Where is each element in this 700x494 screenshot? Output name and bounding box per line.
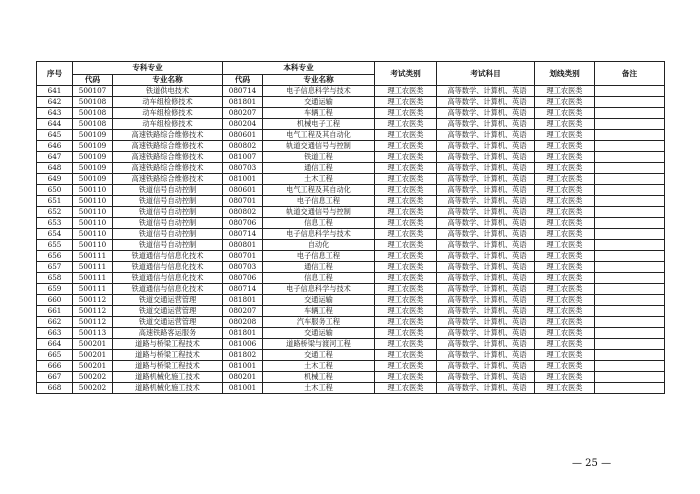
cell-line-category: 理工农医类 [535, 196, 595, 207]
table-row [37, 372, 665, 383]
cell-bk-code: 080703 [223, 262, 263, 273]
cell-exam-subjects: 高等数学、计算机、英语 [437, 383, 535, 394]
cell-remark [595, 295, 665, 306]
cell-bk-code: 080204 [223, 119, 263, 130]
cell-line-category: 理工农医类 [535, 218, 595, 229]
cell-zk-name: 铁道通信与信息化技术 [113, 251, 223, 262]
cell-bk-code: 080802 [223, 207, 263, 218]
table-row [37, 306, 665, 317]
cell-exam-category: 理工农医类 [375, 306, 437, 317]
cell-bk-code: 080801 [223, 240, 263, 251]
header-line-category: 划线类别 [535, 62, 595, 86]
cell-remark [595, 273, 665, 284]
cell-seq: 661 [37, 306, 73, 317]
cell-zk-code: 500109 [73, 130, 113, 141]
cell-exam-subjects: 高等数学、计算机、英语 [437, 174, 535, 185]
cell-exam-subjects: 高等数学、计算机、英语 [437, 141, 535, 152]
table-row [37, 141, 665, 152]
cell-bk-name: 电子信息工程 [263, 251, 375, 262]
table-row [37, 328, 665, 339]
table-row [37, 240, 665, 251]
cell-bk-name: 电子信息工程 [263, 196, 375, 207]
cell-line-category: 理工农医类 [535, 328, 595, 339]
cell-bk-code: 080207 [223, 306, 263, 317]
cell-seq: 655 [37, 240, 73, 251]
cell-line-category: 理工农医类 [535, 207, 595, 218]
cell-seq: 665 [37, 350, 73, 361]
cell-line-category: 理工农医类 [535, 108, 595, 119]
cell-bk-name: 汽车服务工程 [263, 317, 375, 328]
cell-remark [595, 284, 665, 295]
cell-seq: 663 [37, 328, 73, 339]
cell-remark [595, 185, 665, 196]
cell-bk-name: 电子信息科学与技术 [263, 86, 375, 97]
cell-zk-code: 500202 [73, 372, 113, 383]
cell-bk-name: 机械电子工程 [263, 119, 375, 130]
cell-remark [595, 306, 665, 317]
cell-zk-name: 高速铁路综合维修技术 [113, 163, 223, 174]
table-row [37, 218, 665, 229]
cell-exam-category: 理工农医类 [375, 251, 437, 262]
cell-remark [595, 251, 665, 262]
cell-zk-code: 500108 [73, 97, 113, 108]
cell-bk-code: 080601 [223, 130, 263, 141]
table-row [37, 130, 665, 141]
cell-bk-code: 080208 [223, 317, 263, 328]
cell-bk-code: 081801 [223, 97, 263, 108]
cell-zk-code: 500201 [73, 361, 113, 372]
cell-exam-subjects: 高等数学、计算机、英语 [437, 130, 535, 141]
cell-seq: 650 [37, 185, 73, 196]
cell-bk-name: 机械工程 [263, 372, 375, 383]
cell-seq: 651 [37, 196, 73, 207]
table-row [37, 119, 665, 130]
cell-bk-code: 080706 [223, 218, 263, 229]
cell-line-category: 理工农医类 [535, 86, 595, 97]
cell-zk-name: 铁道通信与信息化技术 [113, 284, 223, 295]
cell-exam-category: 理工农医类 [375, 317, 437, 328]
cell-zk-name: 铁道信号自动控制 [113, 229, 223, 240]
cell-bk-name: 交通工程 [263, 350, 375, 361]
cell-bk-name: 交通运输 [263, 295, 375, 306]
header-seq: 序号 [37, 62, 73, 86]
table-row [37, 317, 665, 328]
table-row [37, 251, 665, 262]
cell-bk-name: 信息工程 [263, 218, 375, 229]
table-row [37, 196, 665, 207]
cell-line-category: 理工农医类 [535, 229, 595, 240]
cell-bk-name: 车辆工程 [263, 306, 375, 317]
table-row [37, 262, 665, 273]
cell-exam-category: 理工农医类 [375, 141, 437, 152]
cell-bk-code: 080207 [223, 108, 263, 119]
cell-exam-subjects: 高等数学、计算机、英语 [437, 185, 535, 196]
cell-line-category: 理工农医类 [535, 284, 595, 295]
cell-line-category: 理工农医类 [535, 262, 595, 273]
cell-exam-subjects: 高等数学、计算机、英语 [437, 163, 535, 174]
cell-zk-code: 500110 [73, 218, 113, 229]
cell-line-category: 理工农医类 [535, 295, 595, 306]
table-row [37, 284, 665, 295]
cell-seq: 664 [37, 339, 73, 350]
cell-zk-name: 铁道信号自动控制 [113, 196, 223, 207]
table-row [37, 339, 665, 350]
cell-zk-code: 500112 [73, 317, 113, 328]
cell-seq: 658 [37, 273, 73, 284]
cell-exam-category: 理工农医类 [375, 284, 437, 295]
cell-remark [595, 207, 665, 218]
cell-bk-name: 电气工程及其自动化 [263, 130, 375, 141]
cell-zk-code: 500111 [73, 262, 113, 273]
header-bk-name: 专业名称 [263, 75, 375, 86]
header-benke: 本科专业 [223, 62, 375, 75]
cell-zk-name: 高速铁路综合维修技术 [113, 130, 223, 141]
cell-zk-name: 动车组检修技术 [113, 119, 223, 130]
cell-zk-name: 道路与桥梁工程技术 [113, 361, 223, 372]
cell-bk-code: 080601 [223, 185, 263, 196]
cell-zk-code: 500201 [73, 339, 113, 350]
cell-zk-name: 铁道交通运营管理 [113, 295, 223, 306]
cell-zk-name: 道路机械化施工技术 [113, 372, 223, 383]
cell-zk-name: 道路与桥梁工程技术 [113, 350, 223, 361]
cell-bk-name: 电气工程及其自动化 [263, 185, 375, 196]
cell-exam-category: 理工农医类 [375, 295, 437, 306]
cell-seq: 662 [37, 317, 73, 328]
cell-bk-name: 土木工程 [263, 174, 375, 185]
cell-bk-name: 交通运输 [263, 97, 375, 108]
cell-exam-subjects: 高等数学、计算机、英语 [437, 262, 535, 273]
cell-remark [595, 240, 665, 251]
cell-zk-name: 道路与桥梁工程技术 [113, 339, 223, 350]
cell-line-category: 理工农医类 [535, 119, 595, 130]
cell-exam-category: 理工农医类 [375, 185, 437, 196]
page-number: — 25 — [572, 458, 612, 469]
cell-exam-subjects: 高等数学、计算机、英语 [437, 229, 535, 240]
cell-zk-name: 铁道信号自动控制 [113, 218, 223, 229]
cell-exam-subjects: 高等数学、计算机、英语 [437, 152, 535, 163]
cell-exam-subjects: 高等数学、计算机、英语 [437, 328, 535, 339]
cell-zk-name: 铁道信号自动控制 [113, 240, 223, 251]
cell-bk-name: 通信工程 [263, 163, 375, 174]
cell-exam-subjects: 高等数学、计算机、英语 [437, 97, 535, 108]
cell-bk-name: 电子信息科学与技术 [263, 229, 375, 240]
cell-exam-subjects: 高等数学、计算机、英语 [437, 251, 535, 262]
cell-seq: 659 [37, 284, 73, 295]
cell-remark [595, 163, 665, 174]
header-remark: 备注 [595, 62, 665, 86]
cell-exam-category: 理工农医类 [375, 229, 437, 240]
cell-remark [595, 361, 665, 372]
cell-zk-name: 铁道供电技术 [113, 86, 223, 97]
header-bk-code: 代码 [223, 75, 263, 86]
cell-exam-category: 理工农医类 [375, 97, 437, 108]
cell-remark [595, 372, 665, 383]
header-zhuanke: 专科专业 [73, 62, 223, 75]
cell-zk-code: 500112 [73, 295, 113, 306]
table-row [37, 207, 665, 218]
cell-seq: 657 [37, 262, 73, 273]
cell-remark [595, 229, 665, 240]
cell-bk-code: 081801 [223, 295, 263, 306]
cell-seq: 641 [37, 86, 73, 97]
cell-bk-code: 081006 [223, 339, 263, 350]
cell-remark [595, 152, 665, 163]
cell-line-category: 理工农医类 [535, 350, 595, 361]
cell-zk-code: 500110 [73, 207, 113, 218]
cell-exam-subjects: 高等数学、计算机、英语 [437, 119, 535, 130]
table-row [37, 97, 665, 108]
cell-remark [595, 108, 665, 119]
cell-zk-code: 500110 [73, 240, 113, 251]
cell-line-category: 理工农医类 [535, 339, 595, 350]
cell-exam-category: 理工农医类 [375, 163, 437, 174]
cell-bk-code: 081801 [223, 328, 263, 339]
cell-seq: 667 [37, 372, 73, 383]
table-row [37, 185, 665, 196]
cell-seq: 660 [37, 295, 73, 306]
table-body [37, 86, 665, 394]
cell-exam-category: 理工农医类 [375, 130, 437, 141]
cell-zk-code: 500108 [73, 108, 113, 119]
cell-bk-name: 车辆工程 [263, 108, 375, 119]
cell-seq: 653 [37, 218, 73, 229]
cell-remark [595, 86, 665, 97]
cell-zk-name: 高速铁路客运服务 [113, 328, 223, 339]
cell-zk-name: 铁道通信与信息化技术 [113, 262, 223, 273]
cell-remark [595, 174, 665, 185]
cell-bk-name: 信息工程 [263, 273, 375, 284]
cell-seq: 649 [37, 174, 73, 185]
cell-bk-name: 自动化 [263, 240, 375, 251]
cell-exam-category: 理工农医类 [375, 262, 437, 273]
cell-exam-subjects: 高等数学、计算机、英语 [437, 350, 535, 361]
cell-line-category: 理工农医类 [535, 163, 595, 174]
cell-line-category: 理工农医类 [535, 273, 595, 284]
cell-line-category: 理工农医类 [535, 317, 595, 328]
cell-seq: 668 [37, 383, 73, 394]
cell-zk-name: 铁道交通运营管理 [113, 317, 223, 328]
cell-bk-code: 080714 [223, 284, 263, 295]
table-row [37, 174, 665, 185]
cell-bk-name: 土木工程 [263, 361, 375, 372]
header-zk-name: 专业名称 [113, 75, 223, 86]
table-row [37, 350, 665, 361]
cell-zk-code: 500109 [73, 174, 113, 185]
cell-remark [595, 218, 665, 229]
cell-remark [595, 328, 665, 339]
cell-seq: 666 [37, 361, 73, 372]
cell-seq: 642 [37, 97, 73, 108]
cell-exam-category: 理工农医类 [375, 350, 437, 361]
cell-bk-code: 080802 [223, 141, 263, 152]
cell-bk-name: 道路桥梁与渡河工程 [263, 339, 375, 350]
cell-bk-code: 080706 [223, 273, 263, 284]
cell-exam-category: 理工农医类 [375, 152, 437, 163]
cell-bk-name: 土木工程 [263, 383, 375, 394]
cell-bk-code: 080714 [223, 86, 263, 97]
cell-exam-category: 理工农医类 [375, 273, 437, 284]
cell-zk-name: 高速铁路综合维修技术 [113, 152, 223, 163]
cell-bk-code: 080701 [223, 196, 263, 207]
cell-remark [595, 262, 665, 273]
cell-line-category: 理工农医类 [535, 185, 595, 196]
cell-line-category: 理工农医类 [535, 141, 595, 152]
cell-line-category: 理工农医类 [535, 361, 595, 372]
cell-zk-name: 动车组检修技术 [113, 108, 223, 119]
cell-line-category: 理工农医类 [535, 383, 595, 394]
cell-zk-name: 道路机械化施工技术 [113, 383, 223, 394]
cell-remark [595, 119, 665, 130]
cell-seq: 646 [37, 141, 73, 152]
cell-bk-code: 081001 [223, 174, 263, 185]
cell-exam-category: 理工农医类 [375, 383, 437, 394]
cell-bk-name: 交通运输 [263, 328, 375, 339]
cell-line-category: 理工农医类 [535, 306, 595, 317]
cell-exam-category: 理工农医类 [375, 207, 437, 218]
cell-zk-code: 500109 [73, 141, 113, 152]
cell-remark [595, 317, 665, 328]
cell-zk-code: 500109 [73, 152, 113, 163]
cell-remark [595, 350, 665, 361]
cell-remark [595, 383, 665, 394]
cell-bk-code: 081007 [223, 152, 263, 163]
cell-remark [595, 97, 665, 108]
cell-bk-code: 080714 [223, 229, 263, 240]
cell-exam-subjects: 高等数学、计算机、英语 [437, 207, 535, 218]
cell-zk-code: 500111 [73, 273, 113, 284]
cell-seq: 654 [37, 229, 73, 240]
cell-remark [595, 130, 665, 141]
cell-zk-name: 高速铁路综合维修技术 [113, 174, 223, 185]
cell-exam-subjects: 高等数学、计算机、英语 [437, 306, 535, 317]
cell-seq: 647 [37, 152, 73, 163]
cell-line-category: 理工农医类 [535, 152, 595, 163]
cell-zk-code: 500201 [73, 350, 113, 361]
cell-line-category: 理工农医类 [535, 251, 595, 262]
cell-zk-name: 高速铁路综合维修技术 [113, 141, 223, 152]
header-exam-subjects: 考试科目 [437, 62, 535, 86]
cell-zk-code: 500110 [73, 229, 113, 240]
cell-line-category: 理工农医类 [535, 240, 595, 251]
cell-exam-subjects: 高等数学、计算机、英语 [437, 108, 535, 119]
cell-exam-subjects: 高等数学、计算机、英语 [437, 372, 535, 383]
cell-bk-name: 轨道交通信号与控制 [263, 141, 375, 152]
cell-zk-code: 500113 [73, 328, 113, 339]
cell-zk-code: 500112 [73, 306, 113, 317]
cell-exam-category: 理工农医类 [375, 240, 437, 251]
cell-exam-category: 理工农医类 [375, 174, 437, 185]
cell-exam-category: 理工农医类 [375, 196, 437, 207]
cell-exam-subjects: 高等数学、计算机、英语 [437, 218, 535, 229]
cell-exam-subjects: 高等数学、计算机、英语 [437, 284, 535, 295]
cell-zk-code: 500107 [73, 86, 113, 97]
cell-bk-code: 080703 [223, 163, 263, 174]
cell-seq: 645 [37, 130, 73, 141]
cell-zk-name: 铁道信号自动控制 [113, 185, 223, 196]
header-zk-code: 代码 [73, 75, 113, 86]
cell-seq: 648 [37, 163, 73, 174]
cell-exam-subjects: 高等数学、计算机、英语 [437, 86, 535, 97]
cell-remark [595, 141, 665, 152]
table-row [37, 295, 665, 306]
cell-zk-name: 动车组检修技术 [113, 97, 223, 108]
cell-zk-code: 500110 [73, 185, 113, 196]
cell-zk-code: 500111 [73, 251, 113, 262]
cell-bk-name: 电子信息科学与技术 [263, 284, 375, 295]
major-table [36, 61, 665, 394]
cell-zk-code: 500109 [73, 163, 113, 174]
table-row [37, 383, 665, 394]
table-row [37, 108, 665, 119]
cell-bk-name: 通信工程 [263, 262, 375, 273]
table-row [37, 229, 665, 240]
table-row [37, 361, 665, 372]
cell-bk-code: 081001 [223, 361, 263, 372]
cell-zk-code: 500108 [73, 119, 113, 130]
cell-bk-code: 081802 [223, 350, 263, 361]
cell-seq: 644 [37, 119, 73, 130]
cell-exam-subjects: 高等数学、计算机、英语 [437, 273, 535, 284]
header-exam-category: 考试类别 [375, 62, 437, 86]
cell-exam-subjects: 高等数学、计算机、英语 [437, 339, 535, 350]
cell-bk-name: 轨道交通信号与控制 [263, 207, 375, 218]
cell-exam-subjects: 高等数学、计算机、英语 [437, 196, 535, 207]
table-row [37, 163, 665, 174]
cell-zk-code: 500110 [73, 196, 113, 207]
cell-seq: 652 [37, 207, 73, 218]
cell-exam-category: 理工农医类 [375, 328, 437, 339]
cell-line-category: 理工农医类 [535, 130, 595, 141]
cell-seq: 656 [37, 251, 73, 262]
cell-exam-subjects: 高等数学、计算机、英语 [437, 317, 535, 328]
cell-line-category: 理工农医类 [535, 372, 595, 383]
cell-exam-category: 理工农医类 [375, 361, 437, 372]
cell-zk-name: 铁道交通运营管理 [113, 306, 223, 317]
table-row [37, 273, 665, 284]
cell-seq: 643 [37, 108, 73, 119]
cell-zk-code: 500202 [73, 383, 113, 394]
cell-remark [595, 339, 665, 350]
cell-exam-subjects: 高等数学、计算机、英语 [437, 240, 535, 251]
cell-exam-category: 理工农医类 [375, 339, 437, 350]
cell-bk-code: 080201 [223, 372, 263, 383]
cell-exam-category: 理工农医类 [375, 108, 437, 119]
cell-bk-code: 081001 [223, 383, 263, 394]
cell-exam-subjects: 高等数学、计算机、英语 [437, 361, 535, 372]
cell-exam-category: 理工农医类 [375, 86, 437, 97]
cell-exam-category: 理工农医类 [375, 372, 437, 383]
cell-exam-category: 理工农医类 [375, 218, 437, 229]
cell-zk-code: 500111 [73, 284, 113, 295]
cell-exam-subjects: 高等数学、计算机、英语 [437, 295, 535, 306]
cell-exam-category: 理工农医类 [375, 119, 437, 130]
cell-line-category: 理工农医类 [535, 174, 595, 185]
table-row [37, 86, 665, 97]
cell-zk-name: 铁道通信与信息化技术 [113, 273, 223, 284]
cell-bk-name: 铁道工程 [263, 152, 375, 163]
table-row [37, 152, 665, 163]
cell-zk-name: 铁道信号自动控制 [113, 207, 223, 218]
cell-remark [595, 196, 665, 207]
cell-bk-code: 080701 [223, 251, 263, 262]
cell-line-category: 理工农医类 [535, 97, 595, 108]
